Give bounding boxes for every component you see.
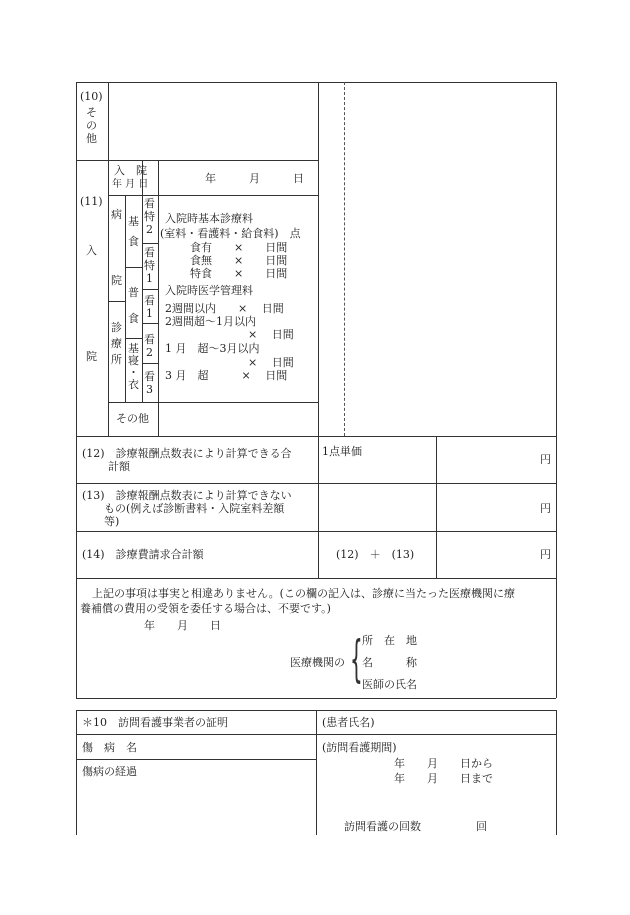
nursing-row1: [76, 734, 556, 735]
sec13-yen: 円: [540, 502, 551, 515]
nursing-disease: 傷 病 名: [82, 741, 137, 754]
brace-icon: {: [350, 630, 363, 688]
row-kan-split3: [142, 323, 158, 324]
row12-top: [76, 436, 556, 437]
cert-name: 名 称: [362, 656, 417, 669]
kishin-label: 基 寝 ・ 衣: [128, 342, 139, 391]
row-kan-split4: [142, 363, 158, 364]
in2-label: 院: [111, 274, 122, 287]
sec12-label2: 計額: [108, 460, 130, 473]
sec14-yen: 円: [540, 548, 551, 561]
nursing-title: ＊10 訪問看護事業者の証明: [82, 716, 228, 729]
kan-toku2: 看 特 2: [144, 197, 155, 236]
cert-line1: 上記の事項は事実と相違ありません。(この欄の記入は、診療に当たった医療機関に療: [92, 587, 515, 600]
sec11-label: (11): [80, 195, 103, 208]
row-kan-split2: [142, 289, 158, 290]
row-kihon-split1: [125, 267, 142, 268]
m3-over: 3 月 超 × 日間: [165, 369, 288, 382]
shinryo-label: 診 療 所: [111, 321, 122, 366]
sec12-label: (12) 診療報酬点数表により計算できる合: [82, 447, 292, 460]
sec13-label: (13) 診療報酬点数表により計算できない: [82, 489, 292, 502]
cert-address: 所 在 地: [362, 634, 417, 647]
kihon-label: 基 食: [128, 215, 139, 248]
shoku-nashi: 食無 × 日間: [190, 254, 288, 267]
kan2: 看 2: [144, 333, 155, 359]
col-main-divider: [318, 82, 319, 578]
sec10-name: そ の 他: [86, 106, 97, 145]
nursing-course: 傷病の経過: [82, 765, 137, 778]
nursing-period: (訪問看護期間): [322, 741, 397, 754]
row-date-bottom: [108, 195, 318, 196]
kan-toku1: 看 特 1: [144, 246, 155, 285]
sec14-label: (14) 診療費請求合計額: [82, 548, 204, 561]
sec10-label: (10): [80, 90, 103, 103]
sec13-label2: もの(例えば診断書料・入院室料差額: [104, 502, 285, 515]
sec11-in: 院: [86, 350, 97, 363]
m1-over-x: × 日間: [248, 356, 294, 369]
row-sonota-top: [108, 402, 318, 403]
row14-top: [76, 531, 556, 532]
table-right-border: [556, 82, 557, 698]
cert-institution: 医療機関の: [290, 656, 345, 669]
sec12-yen: 円: [540, 453, 551, 466]
col-label-divider: [108, 82, 109, 436]
admit-date-label-top: 入 院: [114, 164, 147, 177]
shoku-ari: 食有 × 日間: [190, 241, 288, 254]
row-byo-split: [108, 301, 125, 302]
cert-doctor: 医師の氏名: [362, 678, 417, 691]
sec13-label3: 等): [104, 515, 120, 528]
futsu-label: 普 食: [128, 286, 139, 325]
col-kihon: [142, 195, 143, 402]
sonota-label: その他: [116, 412, 149, 425]
row-cert-top: [76, 578, 556, 579]
dashed-divider: [344, 82, 345, 436]
col-kan: [158, 160, 159, 436]
nursing-patient: (患者氏名): [322, 716, 375, 729]
table-bottom-border: [76, 698, 556, 699]
unit-price-label: 1点単価: [322, 445, 362, 458]
table-left-border: [76, 82, 77, 698]
row13-top: [76, 483, 556, 484]
nursing-visits: 訪問看護の回数 回: [344, 820, 487, 833]
kan3: 看 3: [144, 370, 155, 396]
nursing-to: 年 月 日まで: [394, 772, 493, 785]
nursing-from: 年 月 日から: [394, 757, 493, 770]
tokushoku: 特食 × 日間: [190, 267, 288, 280]
nursing-right-border: [556, 710, 557, 835]
byo-label: 病: [111, 208, 122, 221]
kan1: 看 1: [144, 294, 155, 320]
admit-date-label-bottom: 年 月 日: [112, 179, 149, 190]
row-kan-split1: [142, 243, 158, 244]
col-right-split: [436, 436, 437, 578]
row10-bottom: [76, 160, 318, 161]
w2-over-x: × 日間: [248, 328, 294, 341]
cert-date: 年 月 日: [144, 619, 221, 632]
table-top-border: [76, 82, 556, 83]
row-kihon-split2: [125, 338, 142, 339]
sec11-nyu: 入: [86, 244, 97, 257]
nyuin-kihon-sub: (室料・看護料・給食料) 点: [160, 227, 301, 240]
nursing-row2: [76, 759, 316, 760]
m1-over: 1 月 超〜3月以内: [165, 342, 260, 355]
sec14-formula: (12) ＋ (13): [336, 548, 415, 561]
cert-line2: 養補償の費用の受領を委任する場合は、不要です。): [80, 602, 331, 615]
w2-over: 2週間超〜1月以内: [165, 315, 256, 328]
col-byo: [125, 195, 126, 402]
nyuin-kihon: 入院時基本診療料: [165, 212, 253, 225]
igaku-kanri: 入院時医学管理料: [165, 284, 253, 297]
w2-within: 2週間以内 × 日間: [165, 302, 284, 315]
nursing-mid-divider: [316, 710, 317, 835]
nursing-left-border: [76, 710, 77, 835]
admit-date-format: 年 月 日: [205, 172, 304, 185]
